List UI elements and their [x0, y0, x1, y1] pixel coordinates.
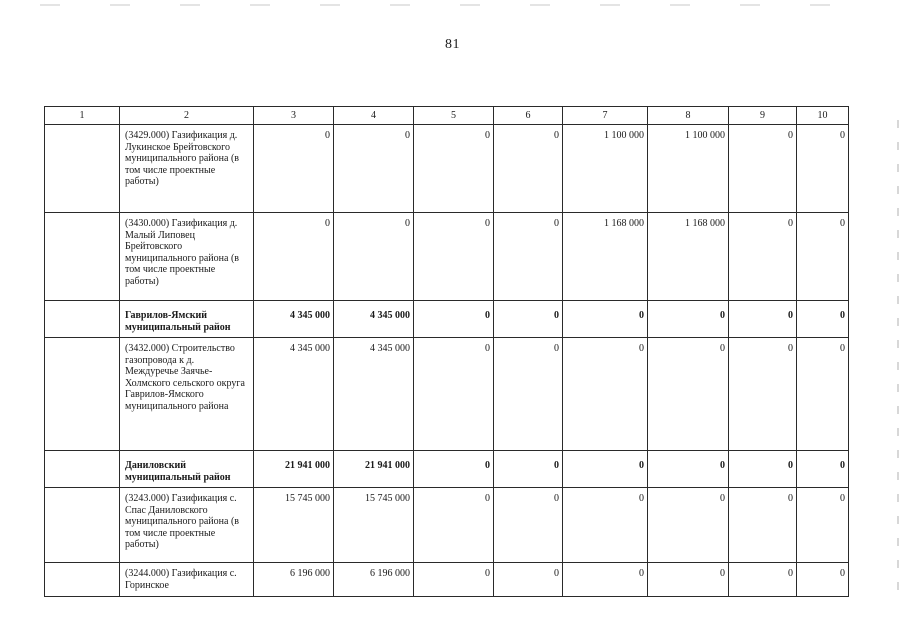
value-cell: 0	[563, 488, 648, 563]
table-row	[45, 213, 849, 301]
row-name-cell: (3244.000) Газификация с. Горинское	[120, 563, 254, 597]
value-cell: 0	[494, 338, 563, 451]
value-cell: 0	[414, 338, 494, 451]
row-index-cell	[45, 213, 120, 301]
header-cell-1: 1	[45, 107, 120, 125]
row-name-cell: (3243.000) Газификация с. Спас Даниловского муниципального района (в том числе проектные работы)	[120, 488, 254, 563]
value-cell: 21 941 000	[334, 451, 414, 488]
row-index-cell	[45, 451, 120, 488]
value-cell: 1 168 000	[563, 213, 648, 301]
row-index-cell	[45, 125, 120, 213]
value-cell: 0	[729, 213, 797, 301]
value-cell: 0	[494, 451, 563, 488]
value-cell: 0	[414, 451, 494, 488]
value-cell: 0	[797, 338, 849, 451]
value-cell: 1 168 000	[648, 213, 729, 301]
value-cell: 0	[648, 338, 729, 451]
value-cell: 0	[414, 301, 494, 338]
value-cell: 1 100 000	[648, 125, 729, 213]
value-cell: 0	[797, 301, 849, 338]
value-cell: 0	[254, 125, 334, 213]
table-header-row	[45, 107, 849, 125]
value-cell: 0	[648, 488, 729, 563]
header-cell-8: 8	[648, 107, 729, 125]
header-cell-3: 3	[254, 107, 334, 125]
row-name-cell: Гаврилов-Ямский муниципальный район	[120, 301, 254, 338]
row-name-cell: (3432.000) Строительство газопровода к д. Междуречье Заячье-Холмского сельского округа Гаврилов-Ямского муниципального района	[120, 338, 254, 451]
value-cell: 0	[729, 125, 797, 213]
value-cell: 1 100 000	[563, 125, 648, 213]
row-index-cell	[45, 563, 120, 597]
value-cell: 0	[648, 451, 729, 488]
value-cell: 4 345 000	[254, 301, 334, 338]
table-row	[45, 488, 849, 563]
header-cell-9: 9	[729, 107, 797, 125]
value-cell: 0	[494, 563, 563, 597]
scan-artifact-edge	[897, 120, 899, 600]
table-row	[45, 563, 849, 597]
value-cell: 4 345 000	[334, 338, 414, 451]
row-index-cell	[45, 488, 120, 563]
value-cell: 0	[797, 563, 849, 597]
header-cell-5: 5	[414, 107, 494, 125]
value-cell: 4 345 000	[254, 338, 334, 451]
value-cell: 0	[494, 488, 563, 563]
value-cell: 0	[797, 488, 849, 563]
header-cell-4: 4	[334, 107, 414, 125]
value-cell: 0	[563, 301, 648, 338]
header-cell-2: 2	[120, 107, 254, 125]
value-cell: 0	[563, 338, 648, 451]
value-cell: 15 745 000	[254, 488, 334, 563]
value-cell: 0	[494, 125, 563, 213]
value-cell: 0	[414, 563, 494, 597]
table-row	[45, 338, 849, 451]
header-cell-6: 6	[494, 107, 563, 125]
value-cell: 0	[797, 125, 849, 213]
value-cell: 0	[563, 563, 648, 597]
value-cell: 15 745 000	[334, 488, 414, 563]
row-name-cell: (3430.000) Газификация д. Малый Липовец Брейтовского муниципального района (в том числе проектные работы)	[120, 213, 254, 301]
value-cell: 0	[729, 338, 797, 451]
value-cell: 0	[414, 213, 494, 301]
table-body	[45, 107, 849, 597]
row-index-cell	[45, 301, 120, 338]
scan-artifact-top	[40, 4, 870, 6]
value-cell: 0	[729, 301, 797, 338]
table-row-subtotal	[45, 301, 849, 338]
page-number: 81	[445, 37, 460, 52]
value-cell: 6 196 000	[334, 563, 414, 597]
value-cell: 0	[254, 213, 334, 301]
row-index-cell	[45, 338, 120, 451]
value-cell: 4 345 000	[334, 301, 414, 338]
table-row	[45, 125, 849, 213]
budget-table	[44, 106, 849, 597]
row-name-cell: (3429.000) Газификация д. Лукинское Брейтовского муниципального района (в том числе проектные работы)	[120, 125, 254, 213]
value-cell: 6 196 000	[254, 563, 334, 597]
value-cell: 0	[797, 451, 849, 488]
value-cell: 0	[648, 563, 729, 597]
header-cell-10: 10	[797, 107, 849, 125]
value-cell: 0	[334, 213, 414, 301]
value-cell: 0	[494, 301, 563, 338]
value-cell: 0	[729, 488, 797, 563]
value-cell: 0	[414, 488, 494, 563]
value-cell: 0	[563, 451, 648, 488]
header-cell-7: 7	[563, 107, 648, 125]
value-cell: 0	[648, 301, 729, 338]
value-cell: 0	[729, 563, 797, 597]
value-cell: 0	[797, 213, 849, 301]
value-cell: 0	[334, 125, 414, 213]
value-cell: 21 941 000	[254, 451, 334, 488]
row-name-cell: Даниловский муниципальный район	[120, 451, 254, 488]
value-cell: 0	[414, 125, 494, 213]
value-cell: 0	[494, 213, 563, 301]
table-row-subtotal	[45, 451, 849, 488]
value-cell: 0	[729, 451, 797, 488]
